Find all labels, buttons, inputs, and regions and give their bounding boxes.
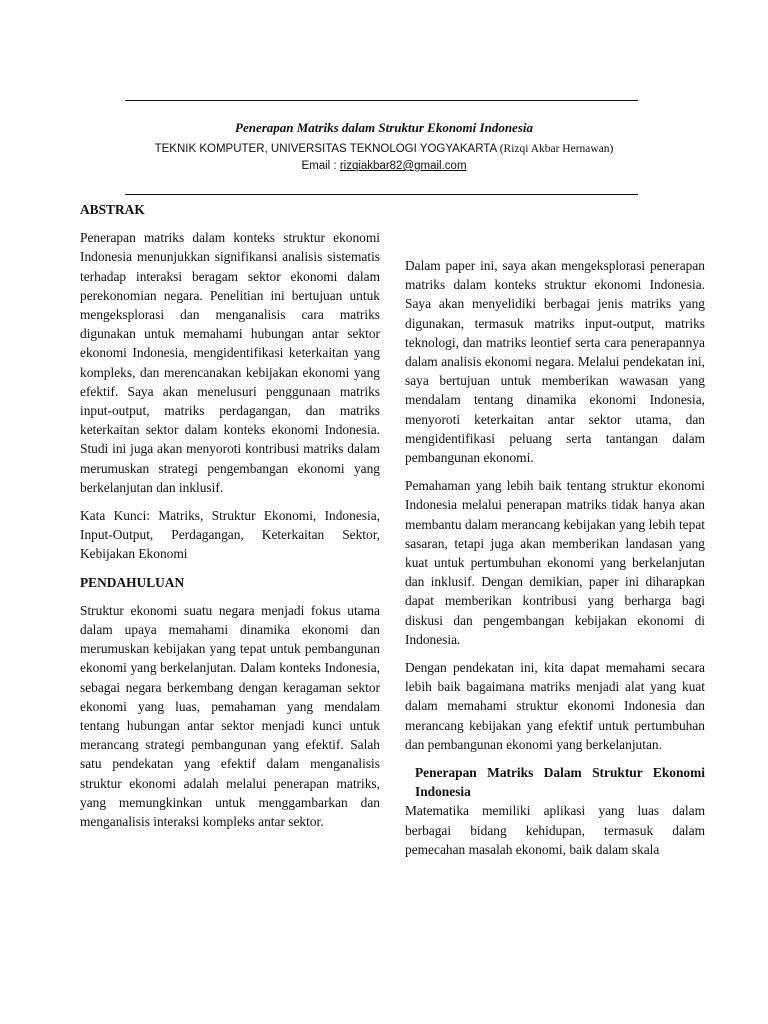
header-rule-top bbox=[125, 100, 638, 101]
introduction-paragraph-2: Dalam paper ini, saya akan mengeksplorasi penerapan matriks dalam konteks struktur ekonomi Indonesia. Saya akan menyelidiki berbagai jenis matriks yang digunakan, termasuk matriks input-output, matriks teknologi, dan matriks leontief serta cara penerapannya dalam analisis ekonomi negara. Melalui pendekatan ini, saya bertujuan untuk memberikan wawasan yang mendalam tentang dinamika ekonomi Indonesia, menyoroti keterkaitan antar sektor utama, dan mengidentifikasi peluang serta tantangan dalam pembangunan ekonomi. bbox=[405, 258, 705, 466]
abstract-heading: ABSTRAK bbox=[80, 202, 145, 217]
abstract-body: Penerapan matriks dalam konteks struktur ekonomi Indonesia menunjukkan signifikansi analisis sistematis terhadap interaksi beragam sektor ekonomi dalam perekonomian negara. Penelitian ini bertujuan untuk mengeksplorasi dan menganalisis cara matriks digunakan untuk memahami hubungan antar sektor ekonomi Indonesia, mengidentifikasi keterkaitan yang kompleks, dan merencanakan kebijakan ekonomi yang efektif. Saya akan menelusuri penggunaan matriks input-output, matriks perdagangan, dan matriks keterkaitan sektor dalam konteks ekonomi Indonesia. Studi ini juga akan menyoroti kontribusi matriks dalam merumuskan strategi pengembangan ekonomi yang berkelanjutan dan inklusif. bbox=[80, 230, 380, 495]
section-subheading: Penerapan Matriks Dalam Struktur Ekonomi Indonesia bbox=[415, 765, 705, 800]
section-paragraph-1: Matematika memiliki aplikasi yang luas dalam berbagai bidang kehidupan, termasuk dalam pemecahan masalah ekonomi, baik dalam skala bbox=[405, 803, 705, 857]
email-link[interactable]: rizqiakbar82@gmail.com bbox=[339, 160, 467, 172]
left-column bbox=[80, 200, 380, 840]
email-label: Email : bbox=[301, 160, 337, 172]
keywords: Kata Kunci: Matriks, Struktur Ekonomi, Indonesia, Input-Output, Perdagangan, Keterkaitan Sektor, Kebijakan Ekonomi bbox=[80, 508, 380, 562]
affiliation: TEKNIK KOMPUTER, UNIVERSITAS TEKNOLOGI YOGYAKARTA bbox=[154, 143, 497, 155]
affiliation-line bbox=[0, 143, 768, 155]
header-rule-bottom bbox=[125, 194, 638, 195]
introduction-paragraph-4: Dengan pendekatan ini, kita dapat memahami secara lebih baik bagaimana matriks menjadi alat yang kuat dalam memahami struktur ekonomi Indonesia dan merancang kebijakan yang efektif untuk pertumbuhan dan pembangunan ekonomi yang berkelanjutan. bbox=[405, 660, 705, 752]
right-column bbox=[405, 256, 705, 859]
introduction-paragraph-1: Struktur ekonomi suatu negara menjadi fokus utama dalam upaya memahami dinamika ekonomi dan merumuskan kebijakan yang tepat untuk pembangunan ekonomi yang berkelanjutan. Dalam konteks Indonesia, sebagai negara berkembang dengan keragaman sektor ekonomi yang luas, pemahaman yang mendalam tentang hubungan antar sektor menjadi kunci untuk merancang strategi pembangunan yang efektif. Salah satu pendekatan yang efektif dalam menganalisis struktur ekonomi adalah melalui penerapan matriks, yang memungkinkan untuk menggambarkan dan menganalisis interaksi kompleks antar sektor. bbox=[80, 602, 380, 830]
introduction-paragraph-3: Pemahaman yang lebih baik tentang struktur ekonomi Indonesia melalui penerapan matriks tidak hanya akan membantu dalam merancang kebijakan yang lebih tepat sasaran, tetapi juga akan memberikan landasan yang kuat untuk pertumbuhan ekonomi yang berkelanjutan dan inklusif. Dengan demikian, paper ini diharapkan dapat memberikan kontribusi yang berharga bagi diskusi dan pengembangan kebijakan ekonomi di Indonesia. bbox=[405, 478, 705, 647]
introduction-heading: PENDAHULUAN bbox=[80, 574, 185, 590]
paper-title: Penerapan Matriks dalam Struktur Ekonomi Indonesia bbox=[235, 120, 533, 135]
author-name: (Rizqi Akbar Hernawan) bbox=[499, 143, 614, 155]
email-line bbox=[0, 160, 768, 172]
